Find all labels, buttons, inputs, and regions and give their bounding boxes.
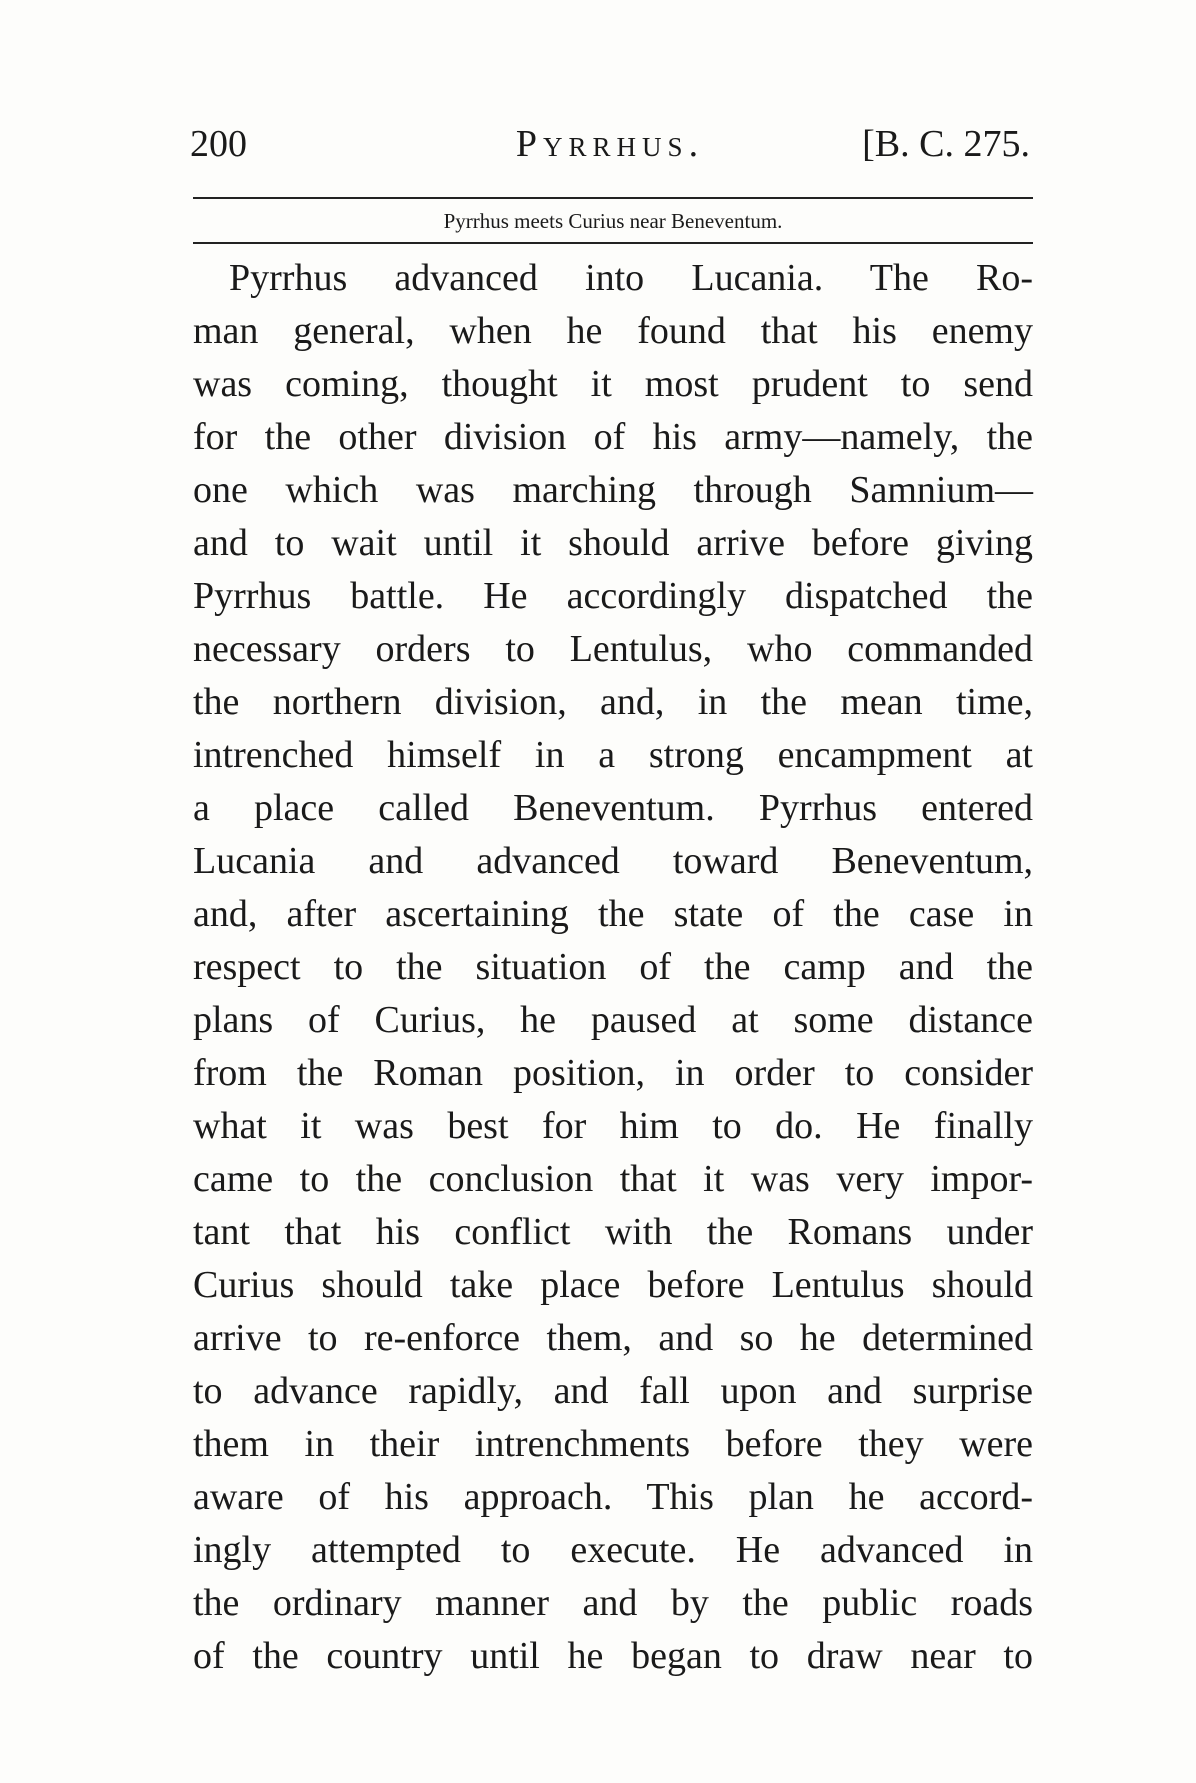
text-line: one which was marching through Samnium—: [193, 469, 1033, 511]
text-line: plans of Curius, he paused at some distance: [193, 999, 1033, 1041]
running-head: [190, 118, 1030, 170]
text-line: Pyrrhus advanced into Lucania. The Ro-: [229, 257, 1033, 299]
running-title: Pyrrhus.: [515, 123, 705, 165]
text-line: the northern division, and, in the mean time,: [193, 681, 1033, 723]
text-line: intrenched himself in a strong encampment at: [193, 734, 1033, 776]
text-line: them in their intrenchments before they were: [193, 1423, 1033, 1465]
text-line: the ordinary manner and by the public roads: [193, 1582, 1033, 1624]
text-line: arrive to re-enforce them, and so he determined: [193, 1317, 1033, 1359]
running-date: [B. C. 275.: [862, 123, 1030, 165]
text-line: ingly attempted to execute. He advanced in: [193, 1529, 1033, 1571]
page-number: 200: [190, 123, 247, 165]
text-line: what it was best for him to do. He finally: [193, 1105, 1033, 1147]
text-line: from the Roman position, in order to consider: [193, 1052, 1033, 1094]
text-line: respect to the situation of the camp and the: [193, 946, 1033, 988]
text-line: Lucania and advanced toward Beneventum,: [193, 840, 1033, 882]
text-line: Curius should take place before Lentulus should: [193, 1264, 1033, 1306]
text-line: came to the conclusion that it was very impor-: [193, 1158, 1033, 1200]
top-rule: [193, 197, 1033, 199]
text-line: necessary orders to Lentulus, who commanded: [193, 628, 1033, 670]
text-line: of the country until he began to draw near to: [193, 1635, 1033, 1677]
section-subhead: Pyrrhus meets Curius near Beneventum.: [443, 209, 783, 233]
text-line: and, after ascertaining the state of the case in: [193, 893, 1033, 935]
text-line: for the other division of his army—namely, the: [193, 416, 1033, 458]
text-line: to advance rapidly, and fall upon and surprise: [193, 1370, 1033, 1412]
text-line: Pyrrhus battle. He accordingly dispatched the: [193, 575, 1033, 617]
body-text: [193, 252, 1033, 1683]
text-line: and to wait until it should arrive before giving: [193, 522, 1033, 564]
text-line: tant that his conflict with the Romans under: [193, 1211, 1033, 1253]
text-line: man general, when he found that his enemy: [193, 310, 1033, 352]
text-line: a place called Beneventum. Pyrrhus entered: [193, 787, 1033, 829]
bottom-rule: [193, 242, 1033, 244]
text-line: aware of his approach. This plan he accord-: [193, 1476, 1033, 1518]
text-line: was coming, thought it most prudent to send: [193, 363, 1033, 405]
